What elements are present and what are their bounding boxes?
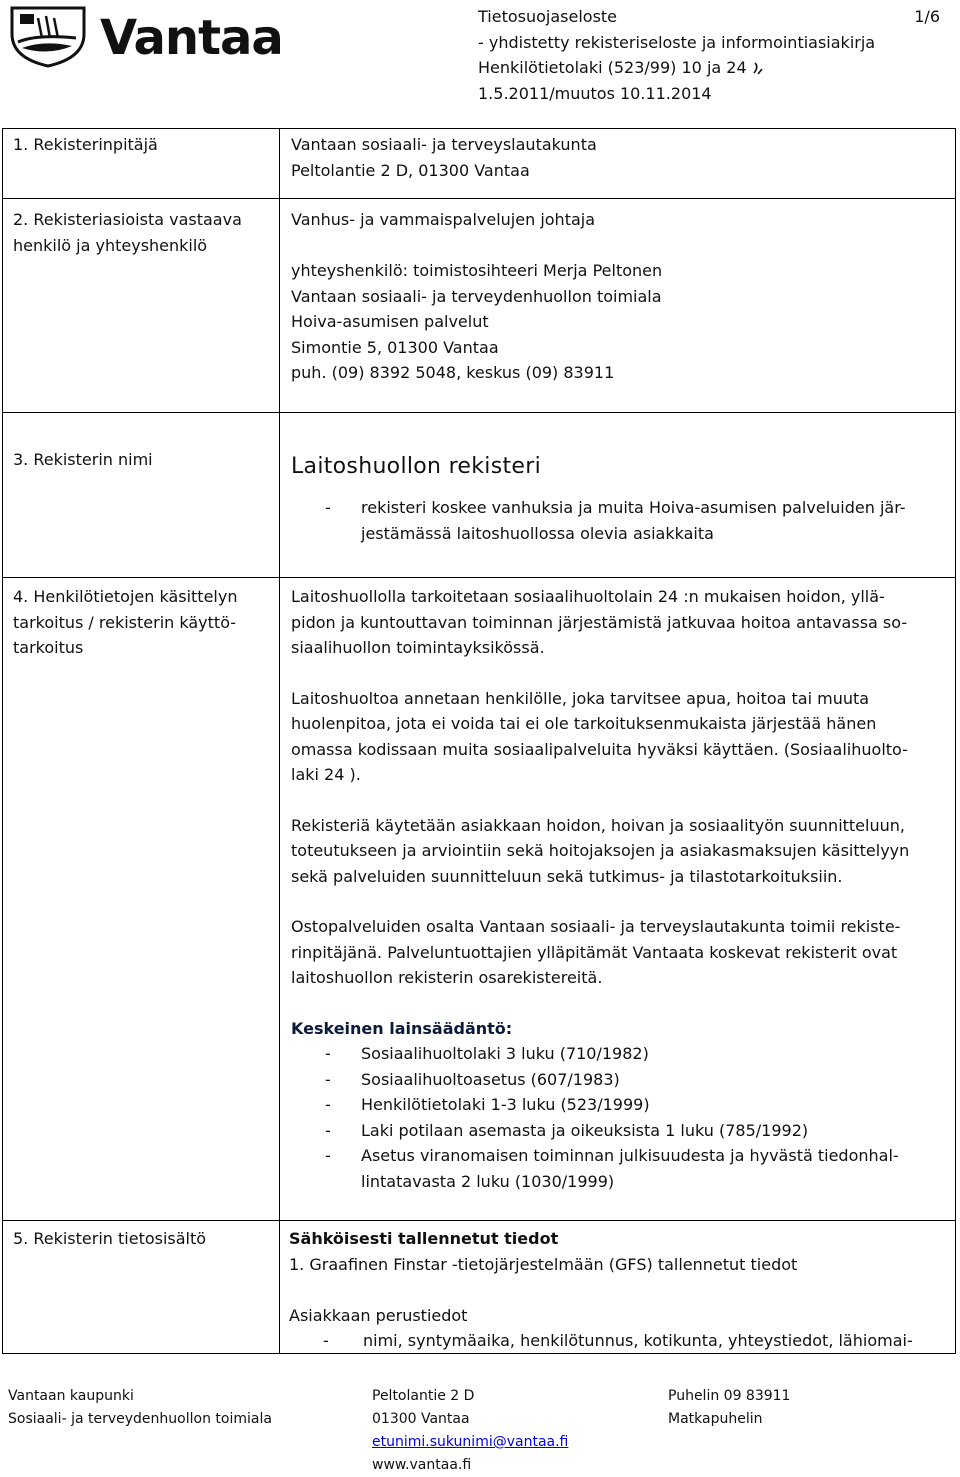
section-5-content (289, 1226, 953, 1354)
client-basic-info: Asiakkaan perustiedot (289, 1305, 468, 1325)
footer-org (8, 1385, 272, 1431)
footer-postcode: 01300 Vantaa (372, 1411, 470, 1427)
logo-wordmark: Vantaa (100, 10, 283, 66)
section-3-label: 3. Rekisterin nimi (13, 450, 153, 469)
controller-name: Vantaan sosiaali- ja terveyslautakunta (291, 135, 597, 154)
row-divider (3, 198, 955, 199)
footer-web[interactable]: www.vantaa.fi (372, 1457, 472, 1473)
list-item: - rekisteri koskee vanhuksia ja muita Hoiva-asumisen palveluiden jär- jestämässä laitoshuollossa olevia asiakkaita (291, 495, 951, 546)
list-item: - Sosiaalihuoltoasetus (607/1983) (325, 1069, 620, 1089)
register-scope-list (291, 495, 951, 546)
controller-address: Peltolantie 2 D, 01300 Vantaa (291, 160, 530, 180)
row-divider (3, 412, 955, 413)
purpose-paragraph-1: Laitoshuollolla tarkoitetaan sosiaalihuoltolain 24 :n mukaisen hoidon, yllä- pidon ja kuntouttavan toiminnan järjestämistä jatkuvaa hoitoa antavassa so- siaalihuollon toimintayksikössä. (291, 587, 908, 657)
section-1-content (291, 132, 951, 183)
system-line: 1. Graafinen Finstar -tietojärjestelmään (GFS) tallennetut tiedot (289, 1254, 798, 1274)
purpose-paragraph-4: Ostopalveluiden osalta Vantaan sosiaali- ja terveyslautakunta toimii rekiste- rinpitäjänä. Palveluntuottajien ylläpitämät Vantaata koskevat rekisterit ovat laitoshuollon rekisterin osarekistereitä. (291, 917, 901, 987)
column-divider (279, 129, 280, 1353)
contact-address: Simontie 5, 01300 Vantaa (291, 337, 499, 357)
page-number: 1/6 (914, 7, 940, 26)
contact-person: yhteyshenkilö: toimistosihteeri Merja Peltonen (291, 261, 663, 280)
doc-law-ref: Henkilötietolaki (523/99) 10 ja 24 (478, 55, 948, 81)
register-table (2, 128, 956, 1354)
footer-street: Peltolantie 2 D (372, 1388, 475, 1404)
legislation-heading: Keskeinen lainsäädäntö: (291, 1018, 513, 1038)
doc-subtitle: - yhdistetty rekisteriseloste ja informointiasiakirja (478, 32, 876, 52)
doc-date: 1.5.2011/muutos 10.11.2014 (478, 83, 712, 103)
section-3-content (291, 451, 951, 546)
responsible-person: Vanhus- ja vammaispalvelujen johtaja (291, 210, 596, 229)
doc-type: Tietosuojaseloste (478, 7, 618, 26)
section-4-content (291, 584, 951, 1194)
list-item: - Laki potilaan asemasta ja oikeuksista 1 luku (785/1992) (325, 1120, 809, 1140)
label-line: 4. Henkilötietojen käsittelyn (13, 587, 238, 606)
vantaa-crest-icon (8, 4, 88, 68)
section-4-label (13, 584, 275, 661)
label-line: tarkoitus / rekisterin käyttö- (13, 612, 237, 632)
footer-phone-main: Puhelin 09 83911 (668, 1388, 791, 1404)
contact-unit: Hoiva-asumisen palvelut (291, 312, 489, 331)
footer-city: Vantaan kaupunki (8, 1388, 134, 1404)
list-item: - nimi, syntymäaika, henkilötunnus, kotikunta, yhteystiedot, lähiomai- (323, 1331, 913, 1350)
electronic-data-heading: Sähköisesti tallennetut tiedot (289, 1229, 559, 1248)
section-5-label: 5. Rekisterin tietosisältö (13, 1229, 207, 1248)
legislation-list (291, 1041, 951, 1194)
footer-email-link[interactable]: etunimi.sukunimi@vantaa.fi (372, 1434, 569, 1450)
section-1-label: 1. Rekisterinpitäjä (13, 135, 158, 154)
register-name: Laitoshuollon rekisteri (291, 454, 541, 479)
contact-phone: puh. (09) 8392 5048, keskus (09) 83911 (291, 363, 615, 382)
section-mark-icon (751, 61, 765, 75)
row-divider (3, 1220, 955, 1221)
client-info-list (289, 1328, 953, 1354)
list-item: - Sosiaalihuoltolaki 3 luku (710/1982) (325, 1044, 649, 1063)
section-2-content (291, 207, 951, 386)
footer-phone (668, 1385, 790, 1431)
vantaa-logo (8, 4, 298, 68)
label-line: tarkoitus (13, 638, 84, 657)
footer-mobile: Matkapuhelin (668, 1411, 763, 1427)
footer-address (372, 1385, 568, 1477)
purpose-paragraph-2: Laitoshuoltoa annetaan henkilölle, joka tarvitsee apua, hoitoa tai muuta huolenpitoa, jota ei voida tai ei ole tarkoituksenmukaista järjestää hänen omassa kodissaan muita sosiaalipalveluita hyväksi käyttäen. (Sosiaalihuolto- laki 24 ). (291, 688, 908, 784)
footer-department: Sosiaali- ja terveydenhuollon toimiala (8, 1411, 272, 1427)
list-item: - Henkilötietolaki 1-3 luku (523/1999) (325, 1095, 650, 1114)
label-line: henkilö ja yhteyshenkilö (13, 235, 208, 255)
list-item: - Asetus viranomaisen toiminnan julkisuudesta ja hyvästä tiedonhal- lintatavasta 2 luku (1030/1999) (325, 1146, 899, 1191)
contact-org: Vantaan sosiaali- ja terveydenhuollon toimiala (291, 286, 662, 306)
dash-marker: - (325, 498, 331, 517)
label-line: 2. Rekisteriasioista vastaava (13, 210, 242, 229)
purpose-paragraph-3: Rekisteriä käytetään asiakkaan hoidon, hoivan ja sosiaalityön suunnitteluun, toteutukseen ja arviointiin sekä hoitojaksojen ja asiakasmaksujen käsittelyyn sekä palveluiden suunnitteluun sekä tutkimus- ja tilastotarkoituksiin. (291, 815, 910, 886)
row-divider (3, 577, 955, 578)
section-2-label (13, 207, 275, 258)
document-header (478, 4, 948, 106)
